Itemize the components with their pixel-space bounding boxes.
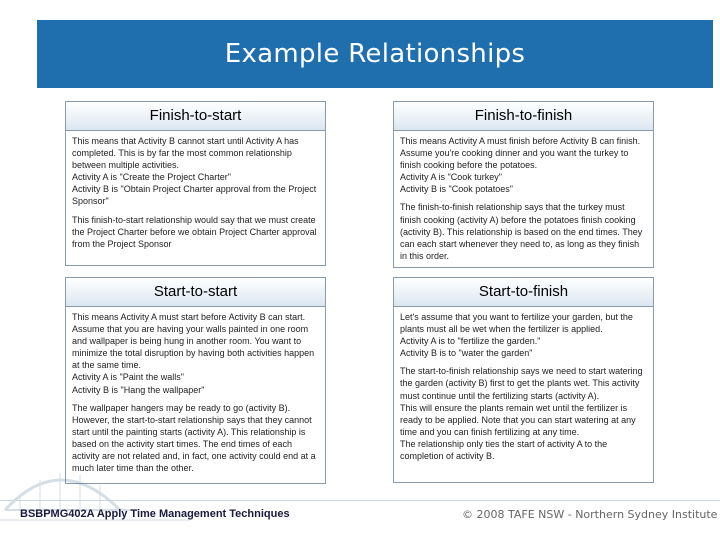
start-to-start-heading: Start-to-start (66, 278, 325, 307)
finish-to-finish-heading: Finish-to-finish (394, 102, 653, 131)
copyright-notice: © 2008 TAFE NSW - Northern Sydney Institute (462, 508, 718, 521)
start-to-finish-box (393, 277, 654, 483)
start-to-start-paragraph-1: This means Activity A must start before Activity B can start. Assume that you are having your walls painted in one room and wallpaper is being hung in another room. You want to minimize the total disruption by having both activities happen at the same time. Activity A is "Paint the walls" Activity B is "Hang the wallpaper" (72, 312, 315, 395)
finish-to-finish-body (394, 131, 653, 272)
start-to-finish-paragraph-2: The start-to-finish relationship says we need to start watering the garden (activity B) first to get the plants wet. This activity must continue until the fertilizing starts (activity A). This will ensure the plants remain wet until the fertilizer is ready to be applied. Note that you can start watering at any time and you can finish fertilizing at any time. The relationship only ties the start of activity A to the completion of activity B. (400, 366, 643, 462)
finish-to-start-paragraph-2: This finish-to-start relationship would say that we must create the Project Charter before we obtain Project Charter approval from the Project Sponsor (72, 214, 317, 249)
finish-to-finish-box (393, 101, 654, 268)
start-to-finish-heading: Start-to-finish (394, 278, 653, 307)
slide-title: Example Relationships (224, 39, 526, 69)
finish-to-start-heading: Finish-to-start (66, 102, 325, 131)
title-banner (37, 20, 713, 88)
finish-to-finish-paragraph-2: The finish-to-finish relationship says that the turkey must finish cooking (activity A) before the potatoes finish cooking (activity B). This relationship is based on the end times. They can each start whenever they need to, as long as they finish in this order. (400, 202, 643, 261)
finish-to-finish-paragraph-1: This means Activity A must finish before Activity B can finish. Assume you're cooking dinner and you want the turkey to finish cooking before the potatoes. Activity A is "Cook turkey" Activity B is "Cook potatoes" (400, 136, 641, 195)
start-to-finish-body (394, 307, 653, 472)
finish-to-start-paragraph-1: This means that Activity B cannot start until Activity A has completed. This is by far the most common relationship between multiple activities. Activity A is "Create the Project Charter" Activity B is "Obtain Project Charter approval from the Project Sponsor" (72, 136, 317, 207)
course-code: BSBPMG402A Apply Time Management Techniques (20, 508, 290, 520)
finish-to-start-body (66, 131, 325, 260)
start-to-finish-paragraph-1: Let's assume that you want to fertilize your garden, but the plants must all be wet when the fertilizer is applied. Activity A is to "fertilize the garden." Activity B is to "water the garden" (400, 312, 633, 359)
footer-divider (0, 500, 720, 501)
start-to-start-paragraph-2: The wallpaper hangers may be ready to go (activity B). However, the start-to-start relationship says that they cannot start until the painting starts (activity A). This relationship is based on the activity start times. The end times of each activity are not related and, in fact, one activity could end at a much later time than the other. (72, 402, 316, 474)
finish-to-start-box (65, 101, 326, 266)
